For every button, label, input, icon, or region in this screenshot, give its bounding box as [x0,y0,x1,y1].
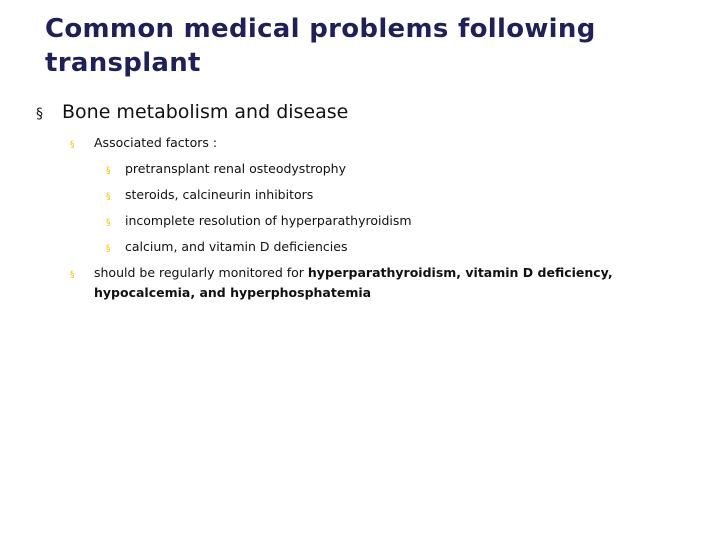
list-item [70,183,630,209]
list-item [70,209,630,235]
square-bullet-icon: § [106,218,111,228]
factor-text: incomplete resolution of hyperparathyroidism [125,213,412,228]
monitoring-text [94,261,630,303]
factor-text: calcium, and vitamin D deficiencies [125,239,348,254]
list-item [70,235,630,261]
slide-title: Common medical problems following transplant [45,14,596,78]
list-item [70,261,630,303]
list-item [70,157,630,183]
factor-text: steroids, calcineurin inhibitors [125,187,314,202]
main-bullet [36,101,348,123]
square-bullet-icon: § [106,192,111,202]
square-bullet-icon: § [106,166,111,176]
associated-factors-label: Associated factors : [94,135,218,150]
sub-bullet-list [70,131,630,303]
square-bullet-icon: § [70,140,75,150]
main-bullet-text: Bone metabolism and disease [62,101,349,123]
monitoring-conditions: hyperparathyroidism, vitamin D deficiency, hypocalcemia, and hyperphosphatemia [94,265,613,300]
square-bullet-icon: § [106,244,111,254]
square-bullet-icon: § [36,106,43,122]
monitoring-prefix: should be regularly monitored for [94,265,308,280]
factor-text: pretransplant renal osteodystrophy [125,161,346,176]
list-item [70,131,630,157]
square-bullet-icon: § [70,270,75,280]
